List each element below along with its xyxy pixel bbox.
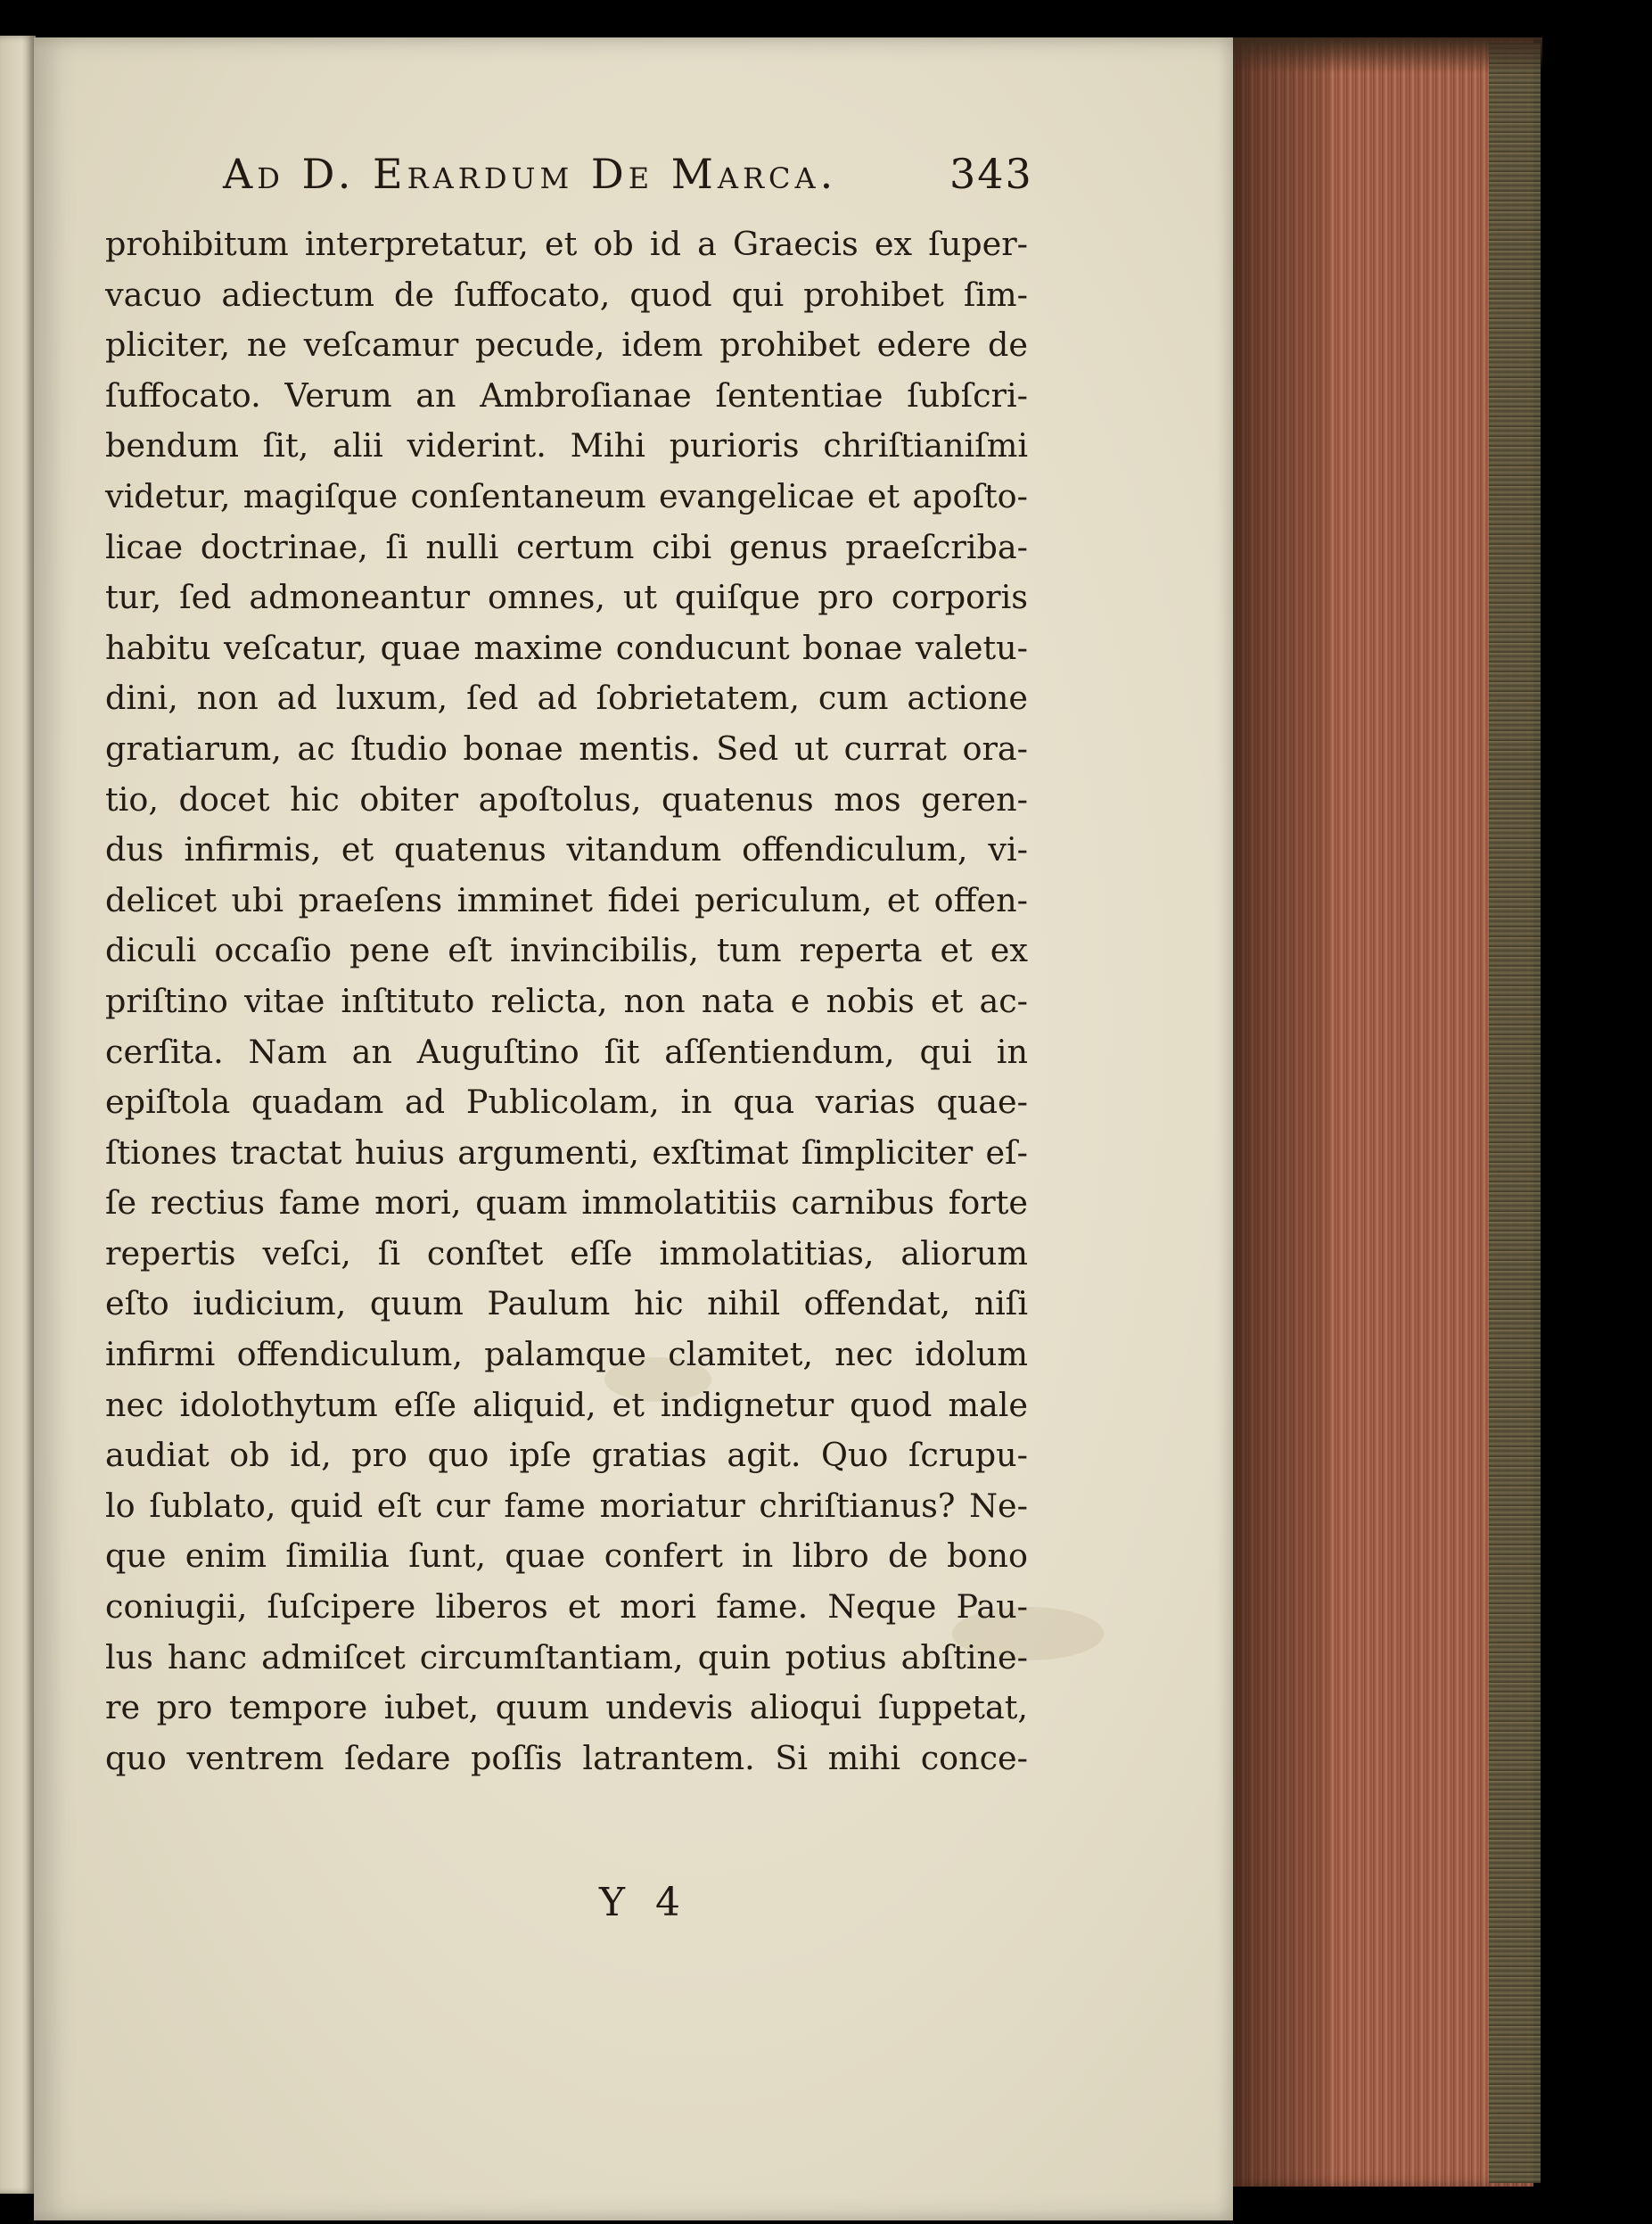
text-line: lo ſublato, quid eſt cur fame moriatur chriſtianus? Ne- <box>105 1486 1028 1525</box>
text-line: audiat ob id, pro quo ipſe gratias agit. Quo ſcrupu- <box>105 1436 1028 1475</box>
text-line: pliciter, ne veſcamur pecude, idem prohibet edere de <box>105 325 1028 365</box>
text-line: diculi occaſio pene eſt invincibilis, tum reperta et ex <box>105 931 1028 970</box>
text-line: priſtino vitae inſtituto relicta, non nata e nobis et ac- <box>105 981 1028 1020</box>
cover-board-edge <box>1489 43 1541 2183</box>
text-line: ſe rectius fame mori, quam immolatitiis carnibus forte <box>105 1183 1028 1223</box>
text-line: videtur, magiſque conſentaneum evangelicae et apoſto- <box>105 476 1028 515</box>
text-line: licae doctrinae, ſi nulli certum cibi genus praeſcriba- <box>105 527 1028 566</box>
text-line: quo ventrem ſedare poſſis latrantem. Si mihi conce- <box>105 1738 1028 1777</box>
text-line: tur, ſed admoneantur omnes, ut quiſque pro corporis <box>105 578 1028 617</box>
text-line: lus hanc admiſcet circumſtantiam, quin potius abſtine- <box>105 1637 1028 1676</box>
text-line: ſuffocato. Verum an Ambroſianae ſententiae ſubſcri- <box>105 375 1028 415</box>
text-line: repertis veſci, ſi conſtet eſſe immolatitias, aliorum <box>105 1233 1028 1273</box>
text-line: habitu veſcatur, quae maxime conducunt bonae valetu- <box>105 628 1028 667</box>
text-line: ſtiones tractat huius argumenti, exſtimat ſimpliciter eſ- <box>105 1133 1028 1172</box>
text-line: coniugii, ſuſcipere liberos et mori fame. Neque Pau- <box>105 1587 1028 1627</box>
text-line: nec idolothytum eſſe aliquid, et indignetur quod male <box>105 1385 1028 1424</box>
body-text <box>105 219 1028 1783</box>
text-line: dus infirmis, et quatenus vitandum offendiculum, vi- <box>105 830 1028 869</box>
text-line: tio, docet hic obiter apoſtolus, quatenus mos geren- <box>105 779 1028 819</box>
text-line: que enim ſimilia ſunt, quae confert in libro de bono <box>105 1536 1028 1576</box>
signature-mark: Y 4 <box>599 1880 690 1925</box>
text-line: dini, non ad luxum, ſed ad ſobrietatem, cum actione <box>105 679 1028 718</box>
top-shadow <box>1230 37 1542 73</box>
page-number: 343 <box>949 150 1033 198</box>
text-line: cerſita. Nam an Auguſtino ſit aſſentiendum, qui in <box>105 1032 1028 1071</box>
text-line: delicet ubi praeſens imminet fidei periculum, et offen- <box>105 880 1028 919</box>
text-line: eſto iudicium, quum Paulum hic nihil offendat, niſi <box>105 1284 1028 1323</box>
text-line: bendum ſit, alii viderint. Mihi purioris chriſtianiſmi <box>105 426 1028 465</box>
text-line: gratiarum, ac ſtudio bonae mentis. Sed ut currat ora- <box>105 729 1028 768</box>
fore-edge-shadow <box>1230 37 1328 2187</box>
running-head: Ad D. Erardum De Marca. <box>223 150 838 198</box>
facing-page-edge <box>0 36 36 2194</box>
page-header <box>223 150 1033 212</box>
text-line: re pro tempore iubet, quum undevis alioqui ſuppetat, <box>105 1688 1028 1727</box>
text-line: infirmi offendiculum, palamque clamitet, nec idolum <box>105 1335 1028 1374</box>
text-line: vacuo adiectum de ſuffocato, quod qui prohibet ſim- <box>105 275 1028 314</box>
text-line: epiſtola quadam ad Publicolam, in qua varias quae- <box>105 1083 1028 1122</box>
text-line: prohibitum interpretatur, et ob id a Graecis ex ſuper- <box>105 225 1028 263</box>
